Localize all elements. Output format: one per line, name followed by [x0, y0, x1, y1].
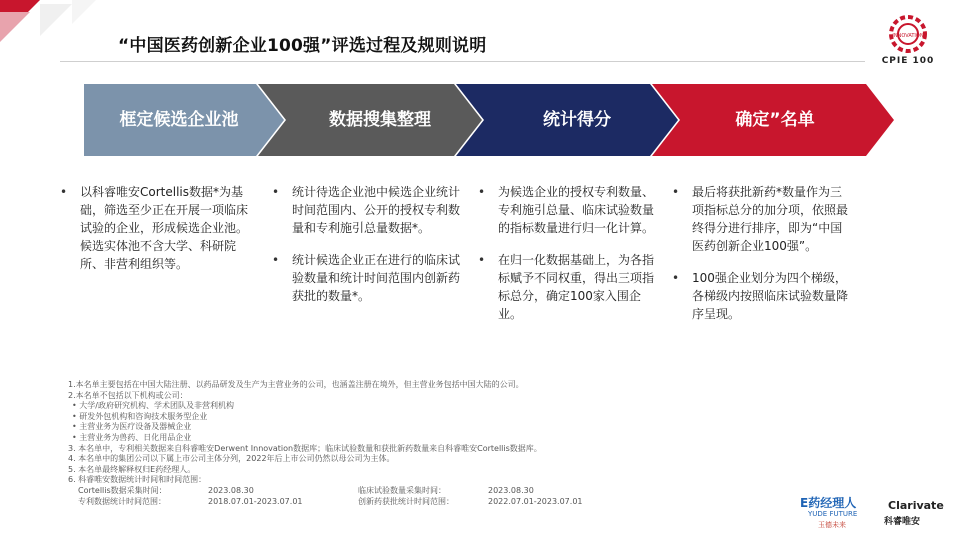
- page-title: “中国医药创新企业100强”评选过程及规则说明: [118, 36, 487, 56]
- note-6-cell: 2023.08.30: [208, 485, 254, 495]
- note-2: 2.本名单不包括以下机构或公司：: [68, 390, 188, 400]
- step-label-4: 确定”名单: [735, 110, 815, 130]
- note-6-cell: 2023.08.30: [488, 485, 534, 495]
- footnotes: [68, 380, 708, 507]
- clarivate-cn-logo: 科睿唯安: [884, 517, 921, 527]
- column-3-bullet-1: • 为候选企业的授权专利数量、专利施引总量、临床试验数量的指标数量进行归一化计算。: [476, 183, 656, 237]
- column-4-bullet-2: • 100强企业划分为四个梯级，各梯级内按照临床试验数量降序呈现。: [670, 269, 850, 323]
- column-4-bullet-1: • 最后将获批新药*数量作为三项指标总分的加分项，依照最终得分进行排序，即为“中国医药创新企业100强”。: [670, 183, 850, 255]
- column-3-bullet-2: • 在归一化数据基础上，为各指标赋予不同权重，得出三项指标总分，确定100家入围企业。: [476, 251, 656, 323]
- corner-decoration: [0, 0, 110, 60]
- note-2-item-4: • 主营业务为兽药、日化用品企业: [68, 433, 708, 444]
- note-6-cell: 2018.07.01-2023.07.01: [208, 496, 303, 506]
- note-6-cell: 创新药获批统计时间范围：: [358, 496, 454, 506]
- note-6-grid: [68, 486, 708, 507]
- column-2: [270, 183, 462, 319]
- note-5: 5. 本名单最终解释权归E药经理人。: [68, 464, 196, 474]
- note-2-item-2: • 研发外包机构和咨询技术服务型企业: [68, 412, 708, 423]
- note-6-cell: 临床试验数量采集时间：: [358, 485, 446, 495]
- note-6-cell: Cortellis数据采集时间：: [78, 485, 167, 495]
- column-1-bullet-1: • 以科睿唯安Cortellis数据*为基础，筛选至少正在开展一项临床试验的企业，形成候选企业池。候选实体池不含大学、科研院所、非营利组织等。: [58, 183, 248, 273]
- column-2-bullet-1: • 统计待选企业池中候选企业统计时间范围内、公开的授权专利数量和专利施引总量数据*。: [270, 183, 462, 237]
- note-3: 3. 本名单中，专利相关数据来自科睿唯安Derwent Innovation数据库；临床试验数量和获批新药数量来自科睿唯安Cortellis数据库。: [68, 443, 542, 453]
- step-label-1: 框定候选企业池: [119, 110, 239, 130]
- step-label-2: 数据搜集整理: [329, 110, 431, 130]
- step-label-3: 统计得分: [543, 110, 611, 130]
- note-6-cell: 2022.07.01-2023.07.01: [488, 496, 583, 506]
- column-4: [670, 183, 850, 337]
- clarivate-logo: Clarivate: [888, 499, 944, 512]
- ey-logo: E药经理人: [800, 496, 857, 510]
- yude-future-text: YUDE FUTURE: [808, 510, 858, 518]
- column-1: [58, 183, 248, 287]
- yude-logo: 玉德未来: [818, 521, 846, 529]
- note-6: 6. 科睿唯安数据统计时间和时间范围：: [68, 475, 207, 485]
- svg-text:INNOVATION: INNOVATION: [892, 33, 924, 39]
- note-4: 4. 本名单中的集团公司以下属上市公司主体分列，2022年后上市公司仍然以母公司为主体。: [68, 454, 395, 464]
- note-1: 1.本名单主要包括在中国大陆注册、以药品研发及生产为主营业务的公司，也涵盖注册在境外，但主营业务包括中国大陆的公司。: [68, 380, 524, 389]
- note-6-cell: 专利数据统计时间范围：: [78, 496, 166, 506]
- column-2-bullet-2: • 统计候选企业正在进行的临床试验数量和统计时间范围内创新药获批的数量*。: [270, 251, 462, 305]
- column-3: [476, 183, 656, 337]
- title-divider: [60, 61, 865, 62]
- cpie-wordmark: CPIE 100: [881, 56, 935, 66]
- note-2-item-3: • 主营业务为医疗设备及器械企业: [68, 422, 708, 433]
- note-2-item-1: • 大学/政府研究机构、学术团队及非营利机构: [68, 401, 708, 412]
